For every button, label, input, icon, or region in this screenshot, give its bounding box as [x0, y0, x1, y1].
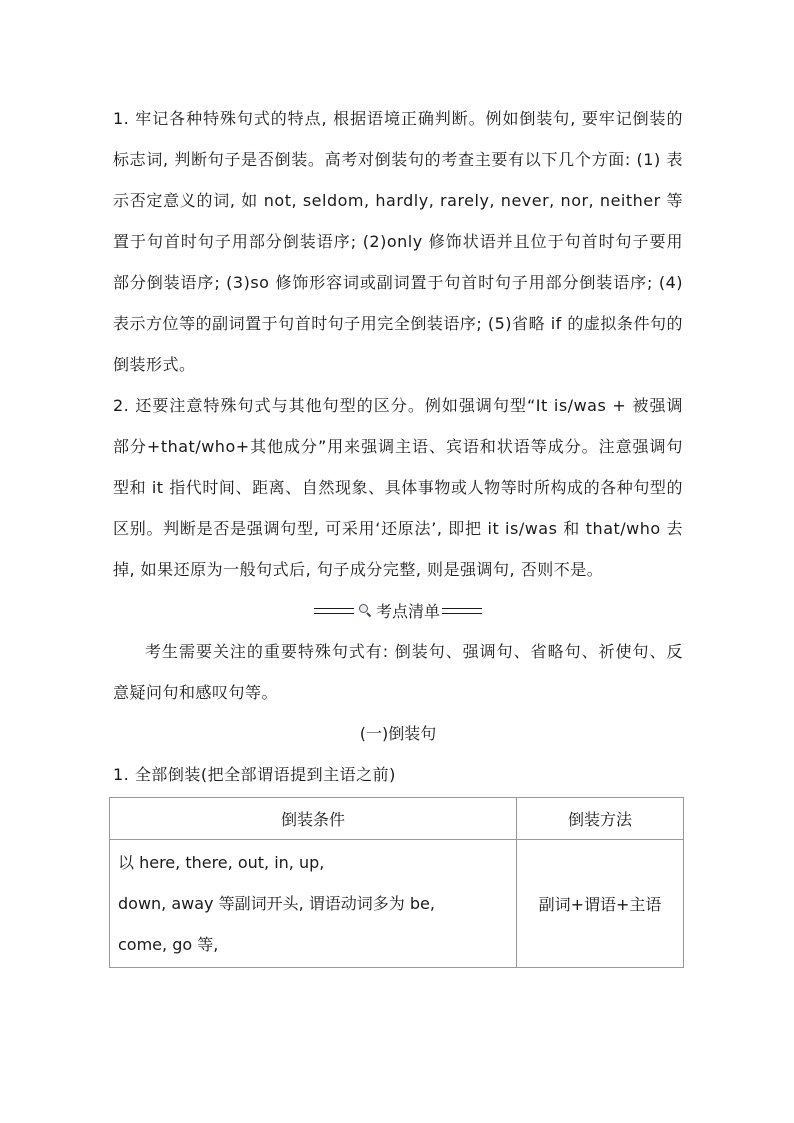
condition-line: down, away 等副词开头, 谓语动词多为 be, [118, 894, 435, 913]
search-icon [359, 604, 372, 617]
document-page [113, 98, 683, 968]
table-header-row [110, 798, 684, 840]
double-rule-right [442, 608, 482, 614]
section-heading [113, 590, 683, 631]
inversion-table [109, 797, 684, 968]
table-row [110, 840, 684, 968]
section-heading-text: 考点清单 [375, 602, 440, 621]
header-method: 倒装方法 [517, 798, 684, 840]
subsection-title: (一)倒装句 [359, 724, 437, 743]
double-rule-left [314, 608, 354, 614]
intro-point-2: 2. 还要注意特殊句式与其他句型的区分。例如强调句型“It is/was + 被强调部分+that/who+其他成分”用来强调主语、宾语和状语等成分。注意强调句型和 it 指代时间、距离、自然现象、具体事物或人物等时所构成的各种句型的区别。判断是否是强调句型, 可采用‘还原法’, 即把 it is/was 和 that/who 去掉, 如果还原为一般句式后, 句子成分完整, 则是强调句, 否则不是。 [113, 396, 683, 579]
summary-paragraph: 考生需要关注的重要特殊句式有: 倒装句、强调句、省略句、祈使句、反意疑问句和感叹句等。 [113, 642, 683, 702]
condition-line: come, go 等, [118, 935, 219, 954]
item-1-title: 1. 全部倒装(把全部谓语提到主语之前) [113, 765, 396, 784]
method-cell: 副词+谓语+主语 [517, 840, 684, 968]
condition-cell [110, 840, 517, 968]
condition-line: 以 here, there, out, in, up, [118, 853, 325, 872]
intro-point-1: 1. 牢记各种特殊句式的特点, 根据语境正确判断。例如倒装句, 要牢记倒装的标志词, 判断句子是否倒装。高考对倒装句的考查主要有以下几个方面: (1) 表示否定意义的词, 如 not, seldom, hardly, rarely, never, nor, neither 等置于句首时句子用部分倒装语序; (2)only 修饰状语并且位于句首时句子要用部分倒装语序; (3)so 修饰形容词或副词置于句首时句子用部分倒装语序; (4)表示方位等的副词置于句首时句子用完全倒装语序; (5)省略 if 的虚拟条件句的倒装形式。 [113, 109, 683, 374]
inversion-table-wrapper [109, 797, 683, 968]
header-condition: 倒装条件 [110, 798, 517, 840]
